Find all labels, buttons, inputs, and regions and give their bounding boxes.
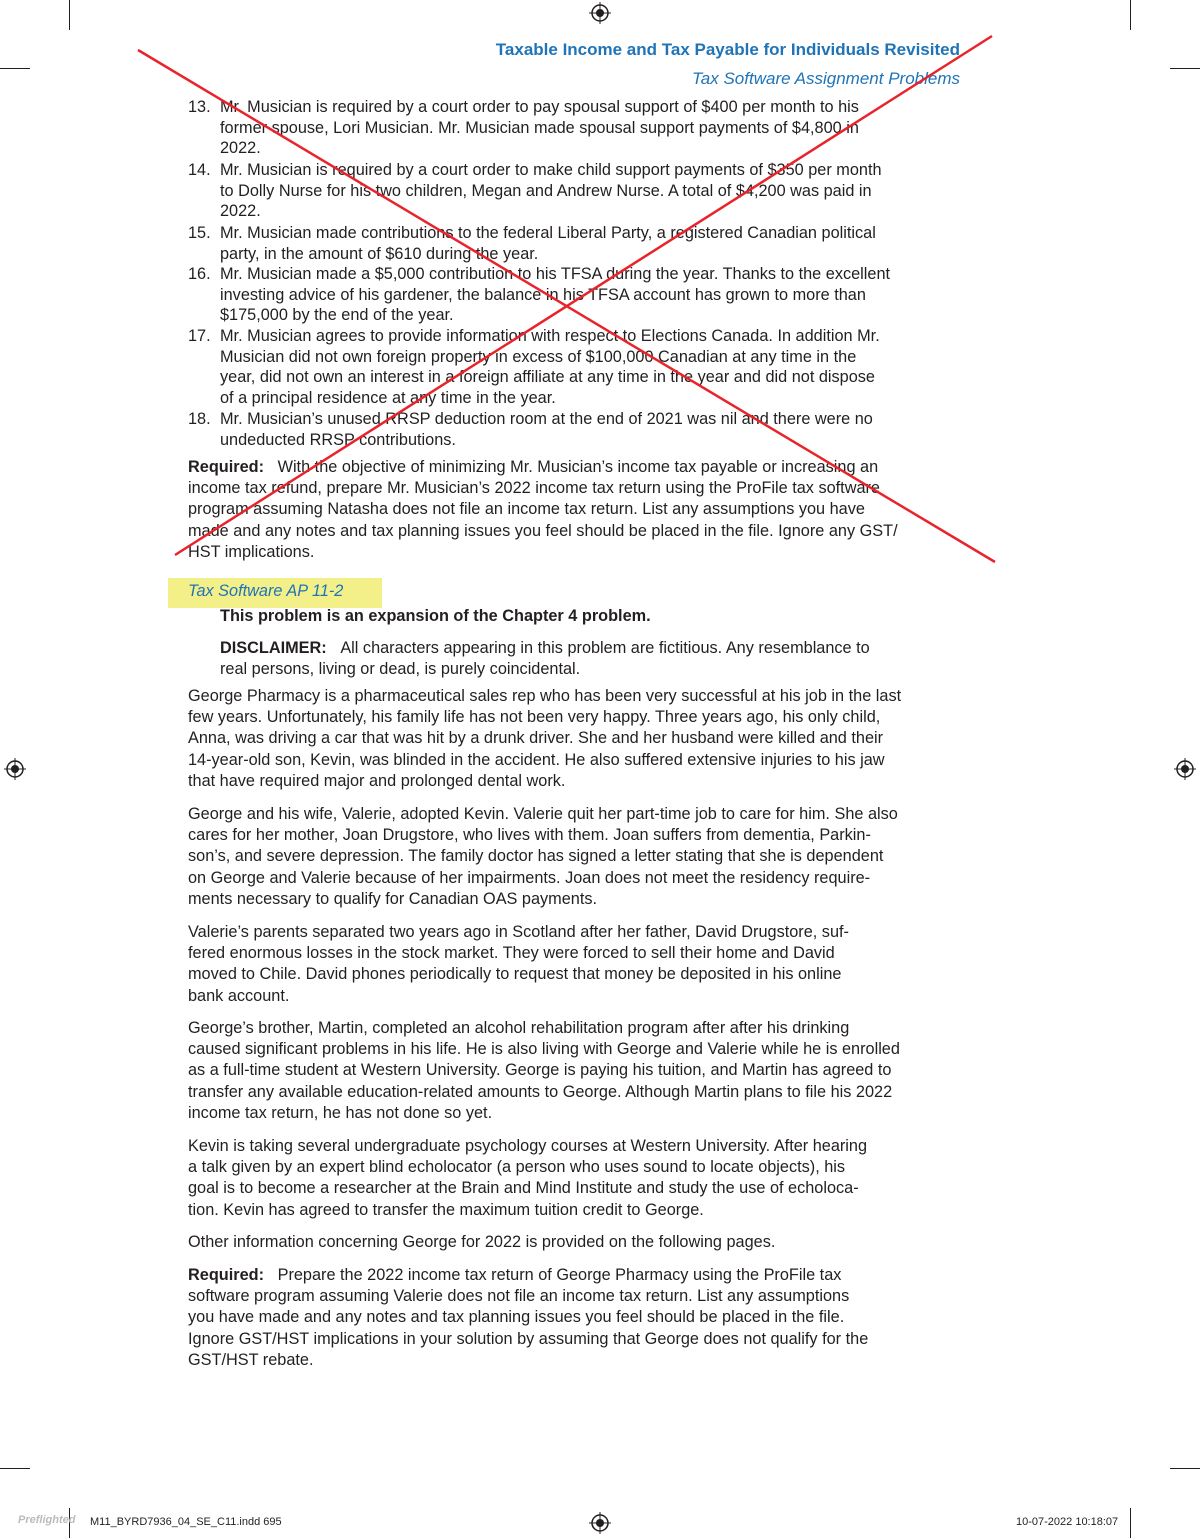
registration-mark-icon xyxy=(4,758,26,780)
item-line: former spouse, Lori Musician. Mr. Musician made spousal support payments of $4,800 in xyxy=(220,118,859,137)
disclaimer-line: All characters appearing in this problem are fictitious. Any resemblance to xyxy=(340,639,870,657)
item-number: 14. xyxy=(188,161,211,179)
paragraph-line: George and his wife, Valerie, adopted Kevin. Valerie quit her part-time job to care for him. She also xyxy=(188,805,898,823)
disclaimer-line: real persons, living or dead, is purely coincidental. xyxy=(220,660,581,678)
item-line: year, did not own an interest in a foreign affiliate at any time in the year and did not dispose xyxy=(220,368,875,387)
body-paragraph xyxy=(188,1136,968,1221)
paragraph-line: Anna, was driving a car that was hit by a drunk driver. She and her husband were killed and their xyxy=(188,729,884,748)
paragraph-line: software program assuming Valerie does not file an income tax return. List any assumptions xyxy=(188,1287,850,1306)
body-paragraph xyxy=(188,1232,968,1253)
item-number: 16. xyxy=(188,265,211,283)
paragraph-line: few years. Unfortunately, his family life has not been very happy. Three years ago, his only child, xyxy=(188,708,881,727)
item-line: Musician did not own foreign property in excess of $100,000 Canadian at any time in the xyxy=(220,347,857,366)
item-line: 2022. xyxy=(220,139,261,158)
paragraph-line: a talk given by an expert blind echolocator (a person who uses sound to locate objects), his xyxy=(188,1158,846,1177)
item-number: 18. xyxy=(188,410,211,428)
paragraph-line: income tax refund, prepare Mr. Musician’s 2022 income tax return using the ProFile tax software xyxy=(188,479,880,498)
paragraph-line: ments necessary to qualify for Canadian OAS payments. xyxy=(188,889,598,908)
crop-mark xyxy=(1170,1468,1200,1469)
item-line: undeducted RRSP contributions. xyxy=(220,430,456,449)
paragraph-line: program assuming Natasha does not file an income tax return. List any assumptions you have xyxy=(188,500,865,519)
paragraph-line: son’s, and severe depression. The family doctor has signed a letter stating that she is dependent xyxy=(188,847,884,866)
paragraph-line: fered enormous losses in the stock market. They were forced to sell their home and David xyxy=(188,944,835,963)
preflight-stamp: Preflighted xyxy=(18,1514,76,1526)
paragraph-line: 14-year-old son, Kevin, was blinded in the accident. He also suffered extensive injuries to his jaw xyxy=(188,750,885,769)
registration-mark-icon xyxy=(1174,758,1196,780)
paragraph-line: Valerie’s parents separated two years ago in Scotland after her father, David Drugstore, suf- xyxy=(188,923,849,941)
paragraph-line: caused significant problems in his life. He is also living with George and Valerie while he is enrolled xyxy=(188,1040,900,1059)
crop-mark xyxy=(1130,1508,1131,1538)
item-line: party, in the amount of $610 during the year. xyxy=(220,244,539,263)
required-label: Required: xyxy=(188,1266,264,1284)
paragraph-line: George Pharmacy is a pharmaceutical sales rep who has been very successful at his job in the last xyxy=(188,687,902,705)
expansion-note: This problem is an expansion of the Chapter 4 problem. xyxy=(220,607,651,625)
item-number: 15. xyxy=(188,224,211,242)
item-line: to Dolly Nurse for his two children, Megan and Andrew Nurse. A total of $4,200 was paid in xyxy=(220,181,872,200)
paragraph-line: made and any notes and tax planning issues you feel should be placed in the file. Ignore any GST/ xyxy=(188,521,898,540)
file-slug: M11_BYRD7936_04_SE_C11.indd 695 xyxy=(90,1516,282,1528)
item-line: Mr. Musician is required by a court order to make child support payments of $350 per month xyxy=(220,161,882,179)
item-line: Mr. Musician made a $5,000 contribution to his TFSA during the year. Thanks to the excellent xyxy=(220,265,891,283)
paragraph-line: With the objective of minimizing Mr. Musician’s income tax payable or increasing an xyxy=(277,458,879,476)
paragraph-line: Prepare the 2022 income tax return of George Pharmacy using the ProFile tax xyxy=(277,1266,842,1284)
required-paragraph xyxy=(188,1265,968,1371)
item-line: of a principal residence at any time in the year. xyxy=(220,388,556,407)
paragraph-line: that have required major and prolonged dental work. xyxy=(188,771,566,790)
paragraph-line: tion. Kevin has agreed to transfer the maximum tuition credit to George. xyxy=(188,1200,704,1219)
paragraph-line: on George and Valerie because of her impairments. Joan does not meet the residency require- xyxy=(188,868,871,887)
problem-label: Tax Software AP 11-2 xyxy=(188,582,344,600)
body-paragraph xyxy=(188,686,968,792)
registration-mark-icon xyxy=(589,1512,611,1534)
paragraph-line: goal is to become a researcher at the Brain and Mind Institute and study the use of echoloca- xyxy=(188,1179,859,1198)
running-header-title: Taxable Income and Tax Payable for Individuals Revisited xyxy=(495,40,960,59)
disclaimer-label: DISCLAIMER: xyxy=(220,639,327,657)
paragraph-line: George’s brother, Martin, completed an alcohol rehabilitation program after after his drinking xyxy=(188,1019,850,1037)
running-header-subtitle: Tax Software Assignment Problems xyxy=(691,69,960,88)
item-line: Mr. Musician made contributions to the federal Liberal Party, a registered Canadian political xyxy=(220,224,876,242)
body-paragraph xyxy=(188,804,968,910)
crop-mark xyxy=(0,1468,30,1469)
body-paragraph xyxy=(188,922,968,1007)
item-line: $175,000 by the end of the year. xyxy=(220,306,454,325)
paragraph-line: Kevin is taking several undergraduate psychology courses at Western University. After hearing xyxy=(188,1137,868,1155)
item-line: Mr. Musician agrees to provide information with respect to Elections Canada. In addition Mr. xyxy=(220,327,880,345)
paragraph-line: moved to Chile. David phones periodically to request that money be deposited in his online xyxy=(188,965,842,984)
print-timestamp: 10-07-2022 10:18:07 xyxy=(1016,1516,1119,1528)
body-paragraph xyxy=(188,1018,968,1124)
paragraph-line: bank account. xyxy=(188,986,290,1005)
cross-out-mark xyxy=(0,0,1200,580)
paragraph-line: Other information concerning George for 2022 is provided on the following pages. xyxy=(188,1233,776,1251)
paragraph-line: GST/HST rebate. xyxy=(188,1350,314,1369)
paragraph-line: HST implications. xyxy=(188,542,315,561)
item-line: 2022. xyxy=(220,202,261,221)
paragraph-line: Ignore GST/HST implications in your solution by assuming that George does not qualify for the xyxy=(188,1329,869,1348)
item-number: 13. xyxy=(188,98,211,116)
paragraph-line: you have made and any notes and tax planning issues you feel should be placed in the file. xyxy=(188,1308,845,1327)
paragraph-line: as a full-time student at Western University. George is paying his tuition, and Martin has agreed to xyxy=(188,1061,892,1080)
paragraph-line: income tax return, he has not done so yet. xyxy=(188,1103,493,1122)
item-line: investing advice of his gardener, the balance in his TFSA account has grown to more than xyxy=(220,285,866,304)
item-line: Mr. Musician is required by a court order to pay spousal support of $400 per month to his xyxy=(220,98,859,116)
required-label: Required: xyxy=(188,458,264,476)
item-number: 17. xyxy=(188,327,211,345)
disclaimer xyxy=(220,638,940,680)
paragraph-line: cares for her mother, Joan Drugstore, who lives with them. Joan suffers from dementia, Parkin- xyxy=(188,826,871,845)
paragraph-line: transfer any available education-related amounts to George. Although Martin plans to file his 2022 xyxy=(188,1082,893,1101)
item-line: Mr. Musician’s unused RRSP deduction room at the end of 2021 was nil and there were no xyxy=(220,410,873,428)
